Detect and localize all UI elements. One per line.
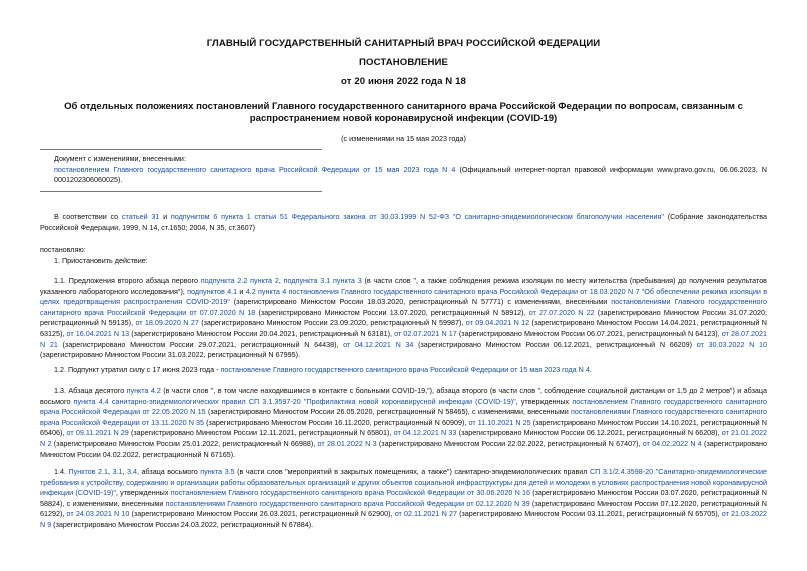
link[interactable]: Пунктов 2.1 [68, 467, 108, 476]
link[interactable]: от 27.07.2020 N 22 [528, 307, 595, 317]
doc-changes-text: постановлением Главного государственного санитарного врача Российской Федерации от 15 мая 2023 года N 4 (Официальный интернет-портал правовой информации www.pravo.gov.ru, 06.06.2023, N 0001202306060025). [54, 164, 767, 185]
link[interactable]: от 28.07.2021 N 21 [40, 328, 768, 349]
link-article-51-federal-law[interactable]: подпунктом 6 пункта 1 статьи 51 Федерального закона от 30.03.1999 N 52-ФЗ "О санитарно-эпидемиологическом благополучии населения" [170, 212, 664, 221]
link[interactable]: от 04.12.2021 N 34 [343, 339, 414, 349]
link[interactable]: от 09.04.2021 N 12 [465, 318, 530, 328]
document-date-number: от 20 июня 2022 года N 18 [341, 76, 466, 87]
preamble-paragraph: В соответствии со статьей 31 и подпунктом 6 пункта 1 статьи 51 Федерального закона от 30.03.1999 N 52-ФЗ "О санитарно-эпидемиологическом благополучии населения" (Собрание законодательства Российской Федерации, 1999, N 14, ст.1650; 2004, N 35, ст.3607) [40, 212, 768, 232]
link[interactable]: от 04.02.2022 N 4 [642, 438, 702, 448]
link[interactable]: от 02.07.2021 N 17 [394, 328, 457, 338]
link[interactable]: подпунктов 4.1 [187, 286, 238, 296]
link[interactable]: постановлением Главного государственного санитарного врача Российской Федерации от 22.05.2020 N 15 [40, 396, 767, 417]
document-type: ПОСТАНОВЛЕНИЕ [359, 57, 448, 68]
link[interactable]: пункта 4.4 санитарно-эпидемиологических правил СП 3.1.3597-20 "Профилактика новой коронавирусной инфекции (COVID-19)" [73, 396, 516, 406]
link[interactable]: постановление Главного государственного санитарного врача Российской Федерации от 15 мая 2023 года N 4 [220, 365, 590, 374]
link[interactable]: постановлениями Главного государственного санитарного врача Российской Федерации от 02.12.2020 N 39 [165, 498, 530, 508]
link[interactable]: пункта 3.5 [200, 467, 235, 476]
link[interactable]: от 28.01.2022 N 3 [317, 438, 377, 448]
doc-changes-block [40, 154, 767, 186]
link[interactable]: постановлениями Главного государственного санитарного врача Российской Федерации от 07.07.2020 N 18 [40, 297, 767, 317]
link[interactable]: от 21.01.2022 N 2 [40, 428, 768, 448]
link[interactable]: от 09.11.2021 N 29 [66, 428, 129, 438]
separator-top [40, 149, 322, 150]
doc-changes-link[interactable]: постановлением Главного государственного санитарного врача Российской Федерации от 15 мая 2023 года N 4 [54, 164, 456, 174]
link[interactable]: от 30.03.2022 N 10 [696, 339, 768, 349]
link[interactable]: от 18.09.2020 N 27 [135, 318, 199, 328]
link[interactable]: от 02.11.2021 N 27 [394, 509, 457, 519]
link[interactable]: от 24.03.2021 N 10 [66, 509, 130, 519]
subitem-1-1: 1.1. Предложения второго абзаца первого подпункта 2.2 пункта 2, подпункта 3.1 пункта 3 (в части слов ", а также соблюдения режима изоляции по месту жительства (пребывания) до получения результатов указанного лабораторного исследования"), подпунктов 4.1 и 4.2 пункта 4 постановления Главного государственного санитарного врача Российской Федерации от 18.03.2020 N 7 "Об обеспечении режима изоляции в целях предотвращения распространения COVID-2019" (зарегистрировано Минюстом России 18.03.2020, регистрационный N 57771) с изменениями, внесенными постановлениями Главного государственного санитарного врача Российской Федерации от 07.07.2020 N 18 (зарегистрировано Минюстом России 13.07.2020, регистрационный N 58912), от 27.07.2020 N 22 (зарегистрировано Минюстом России 31.07.2020, регистрационный N 59135), от 18.09.2020 N 27 (зарегистрировано Минюстом России 23.09.2020, регистрационный N 59987), от 09.04.2021 N 12 (зарегистрировано Минюстом России 14.04.2021, регистрационный N 63125), от 16.04.2021 N 13 (зарегистрировано Минюстом России 20.04.2021, регистрационный N 63181), от 02.07.2021 N 17 (зарегистрировано Минюстом России 06.07.2021, регистрационный N 64123), от 28.07.2021 N 21 (зарегистрировано Минюстом России 29.07.2021, регистрационный N 64438), от 04.12.2021 N 34 (зарегистрировано Минюстом России 06.12.2021, регистрационный N 66209) от 30.03.2022 N 10 (зарегистрировано Минюстом России 31.03.2022, регистрационный N 67995). [40, 276, 768, 360]
link[interactable]: постановлениями Главного государственного санитарного врача Российской Федерации от 13.11.2020 N 35 [40, 407, 767, 427]
link[interactable]: подпункта 2.2 пункта 2 [200, 276, 279, 285]
link[interactable]: 3.1 [112, 467, 123, 476]
document-title: Об отдельных положениях постановлений Главного государственного санитарного врача Российской Федерации по вопросам, связанным с распространением новой коронавирусной инфекции (COVID-19) [64, 101, 743, 124]
link[interactable]: от 11.10.2021 N 25 [468, 417, 531, 427]
link[interactable]: 3.4 [126, 467, 137, 476]
link[interactable]: постановлением Главного государственного санитарного врача Российской Федерации от 30.06.2020 N 16 [170, 488, 530, 498]
link[interactable]: от 04.12.2021 N 33 [393, 428, 457, 438]
item-1-heading: 1. Приостановить действие: [54, 256, 148, 265]
separator-bottom [40, 191, 322, 192]
link[interactable]: 4.2 пункта 4 постановления Главного государственного санитарного врача Российской Федерации от 18.03.2020 N 7 "Об обеспечении режима изоляции в целях предотвращения распространения COVID-2019" [40, 286, 768, 307]
link-article-31[interactable]: статьей 31 [121, 212, 160, 221]
subitem-1-3: 1.3. Абзаца десятого пункта 4.2 (в части слов ", в том числе находившимся в контакте с больными COVID-19,"), абзаца второго (в части слов ", соблюдение социальной дистанции от 1,5 до 2 метров") и абзаца восьмого пункта 4.4 санитарно-эпидемиологических правил СП 3.1.3597-20 "Профилактика новой коронавирусной инфекции (COVID-19)", утвержденных постановлением Главного государственного санитарного врача Российской Федерации от 22.05.2020 N 15 (зарегистрировано Минюстом России 26.05.2020, регистрационный N 58465), с изменениями, внесенными постановлениями Главного государственного санитарного врача Российской Федерации от 13.11.2020 N 35 (зарегистрировано Минюстом России 16.11.2020, регистрационный N 60909), от 11.10.2021 N 25 (зарегистрировано Минюстом России 14.10.2021, регистрационный N 65406), от 09.11.2021 N 29 (зарегистрировано Минюстом России 12.11.2021, регистрационный N 65801), от 04.12.2021 N 33 (зарегистрировано Минюстом России 06.12.2021, регистрационный N 66208), от 21.01.2022 N 2 (зарегистрировано Минюстом России 25.01.2022, регистрационный N 66988), от 28.01.2022 N 3 (зарегистрировано Минюстом России 22.02.2022, регистрационный N 67407), от 04.02.2022 N 4 (зарегистрировано Минюстом России 04.02.2022, регистрационный N 67165). [40, 386, 768, 459]
subitem-1-2: 1.2. Подпункт утратил силу с 17 июня 2023 года - постановление Главного государственного санитарного врача Российской Федерации от 15 мая 2023 года N 4. [54, 365, 592, 374]
link[interactable]: от 16.04.2021 N 13 [66, 328, 130, 338]
link[interactable]: от 21.03.2022 N 9 [40, 509, 768, 529]
issuing-authority: ГЛАВНЫЙ ГОСУДАРСТВЕННЫЙ САНИТАРНЫЙ ВРАЧ РОССИЙСКОЙ ФЕДЕРАЦИИ [206, 38, 601, 49]
revision-note: (с изменениями на 15 мая 2023 года) [341, 134, 466, 143]
link[interactable]: пункта 4.2 [126, 386, 161, 395]
decree-word: постановляю: [40, 245, 86, 254]
link[interactable]: подпункта 3.1 пункта 3 [283, 276, 362, 285]
doc-changes-heading: Документ с изменениями, внесенными: [54, 154, 186, 163]
link[interactable]: СП 3.1/2.4.3598-20 "Санитарно-эпидемиологические требования к устройству, содержанию и организации работы образовательных организаций и других объектов социальной инфраструктуры для детей и молодежи в условиях распространения новой коронавирусной инфекции (COVID-19)" [40, 467, 767, 498]
subitem-1-4: 1.4. Пунктов 2.1, 3.1, 3.4, абзаца восьмого пункта 3.5 (в части слов "мероприятий в закрытых помещениях, а также") санитарно-эпидемиологических правил СП 3.1/2.4.3598-20 "Санитарно-эпидемиологические требования к устройству, содержанию и организации работы образовательных организаций и других объектов социальной инфраструктуры для детей и молодежи в условиях распространения новой коронавирусной инфекции (COVID-19)", утвержденных постановлением Главного государственного санитарного врача Российской Федерации от 30.06.2020 N 16 (зарегистрировано Минюстом России 03.07.2020, регистрационный N 58824), с изменениями, внесенными постановлениями Главного государственного санитарного врача Российской Федерации от 02.12.2020 N 39 (зарегистрировано Минюстом России 07.12.2020, регистрационный N 61292), от 24.03.2021 N 10 (зарегистрировано Минюстом России 26.03.2021, регистрационный N 62900), от 02.11.2021 N 27 (зарегистрировано Минюстом России 03.11.2021, регистрационный N 65705), от 21.03.2022 N 9 (зарегистрировано Минюстом России 24.03.2022, регистрационный N 67884). [40, 467, 768, 529]
